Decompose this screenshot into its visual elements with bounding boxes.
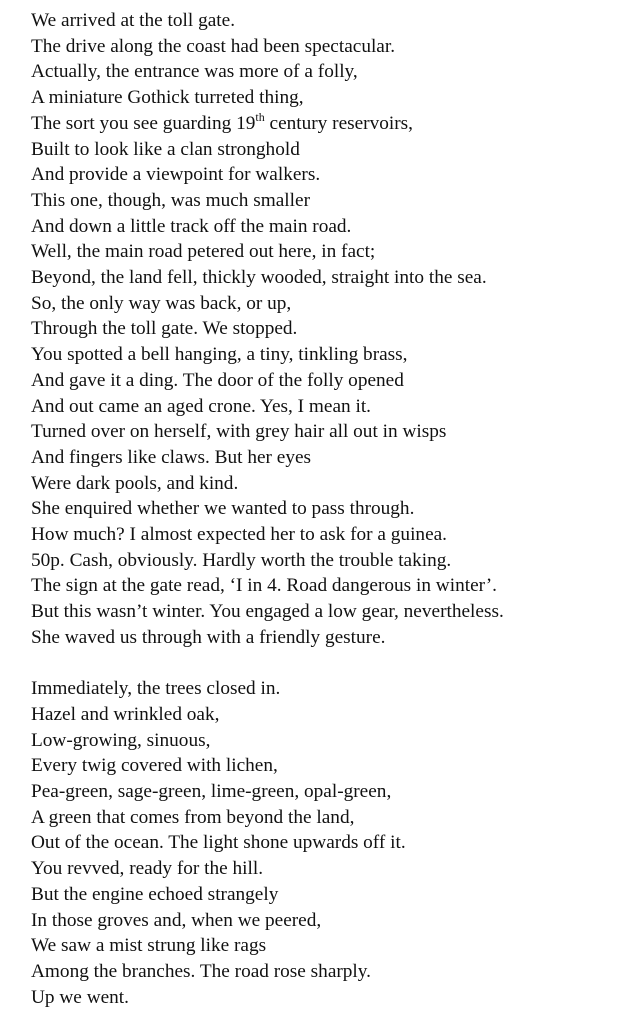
- poem-line: 50p. Cash, obviously. Hardly worth the trouble taking.: [31, 549, 452, 571]
- poem-line: Turned over on herself, with grey hair all out in wisps: [31, 421, 447, 443]
- poem-line: Every twig covered with lichen,: [31, 755, 278, 777]
- poem-line: So, the only way was back, or up,: [31, 292, 292, 314]
- poem-line: Immediately, the trees closed in.: [31, 678, 281, 700]
- poem-line: You revved, ready for the hill.: [31, 858, 264, 880]
- poem-line: And gave it a ding. The door of the folly opened: [31, 369, 404, 391]
- poem-page: [31, 8, 621, 1010]
- poem-line: She waved us through with a friendly gesture.: [31, 626, 386, 648]
- poem-line-text: The sort you see guarding 19: [31, 112, 256, 134]
- poem-line: She enquired whether we wanted to pass through.: [31, 498, 415, 520]
- poem-line: The sign at the gate read, ‘I in 4. Road dangerous in winter’.: [31, 575, 497, 597]
- poem-line: Pea-green, sage-green, lime-green, opal-green,: [31, 781, 392, 803]
- poem-line: Out of the ocean. The light shone upwards off it.: [31, 832, 406, 854]
- poem-line: You spotted a bell hanging, a tiny, tinkling brass,: [31, 344, 408, 366]
- poem-line: Well, the main road petered out here, in fact;: [31, 241, 376, 263]
- poem-line: And out came an aged crone. Yes, I mean it.: [31, 395, 372, 417]
- poem-line: We saw a mist strung like rags: [31, 935, 267, 957]
- poem-line: Among the branches. The road rose sharply.: [31, 961, 372, 982]
- poem-line: Built to look like a clan stronghold: [31, 138, 300, 160]
- poem-line: Up we went.: [31, 986, 129, 1008]
- poem-line: This one, though, was much smaller: [31, 189, 310, 211]
- poem-line: A green that comes from beyond the land,: [31, 806, 355, 828]
- poem-line: We arrived at the toll gate.: [31, 10, 236, 31]
- poem-line: Through the toll gate. We stopped.: [31, 318, 298, 340]
- poem-line: But this wasn’t winter. You engaged a low gear, nevertheless.: [31, 601, 504, 623]
- poem-line: But the engine echoed strangely: [31, 883, 279, 905]
- poem-line: Hazel and wrinkled oak,: [31, 703, 220, 725]
- poem-line: A miniature Gothick turreted thing,: [31, 87, 304, 109]
- poem-line: Were dark pools, and kind.: [31, 472, 239, 494]
- ordinal-superscript: th: [255, 109, 265, 124]
- poem-line: In those groves and, when we peered,: [31, 909, 322, 931]
- poem-line: And fingers like claws. But her eyes: [31, 446, 312, 468]
- poem-line: [31, 111, 621, 137]
- poem-line: The drive along the coast had been spectacular.: [31, 35, 396, 57]
- poem-line-text: century reservoirs,: [264, 112, 413, 134]
- poem-line: And provide a viewpoint for walkers.: [31, 164, 321, 186]
- stanza-1: [31, 8, 621, 651]
- poem-line: Beyond, the land fell, thickly wooded, straight into the sea.: [31, 267, 487, 289]
- poem-line: How much? I almost expected her to ask for a guinea.: [31, 524, 448, 546]
- poem-line: And down a little track off the main road.: [31, 215, 352, 237]
- poem-line: Actually, the entrance was more of a folly,: [31, 61, 358, 83]
- poem-line: Low-growing, sinuous,: [31, 729, 211, 751]
- stanza-2: [31, 676, 621, 1010]
